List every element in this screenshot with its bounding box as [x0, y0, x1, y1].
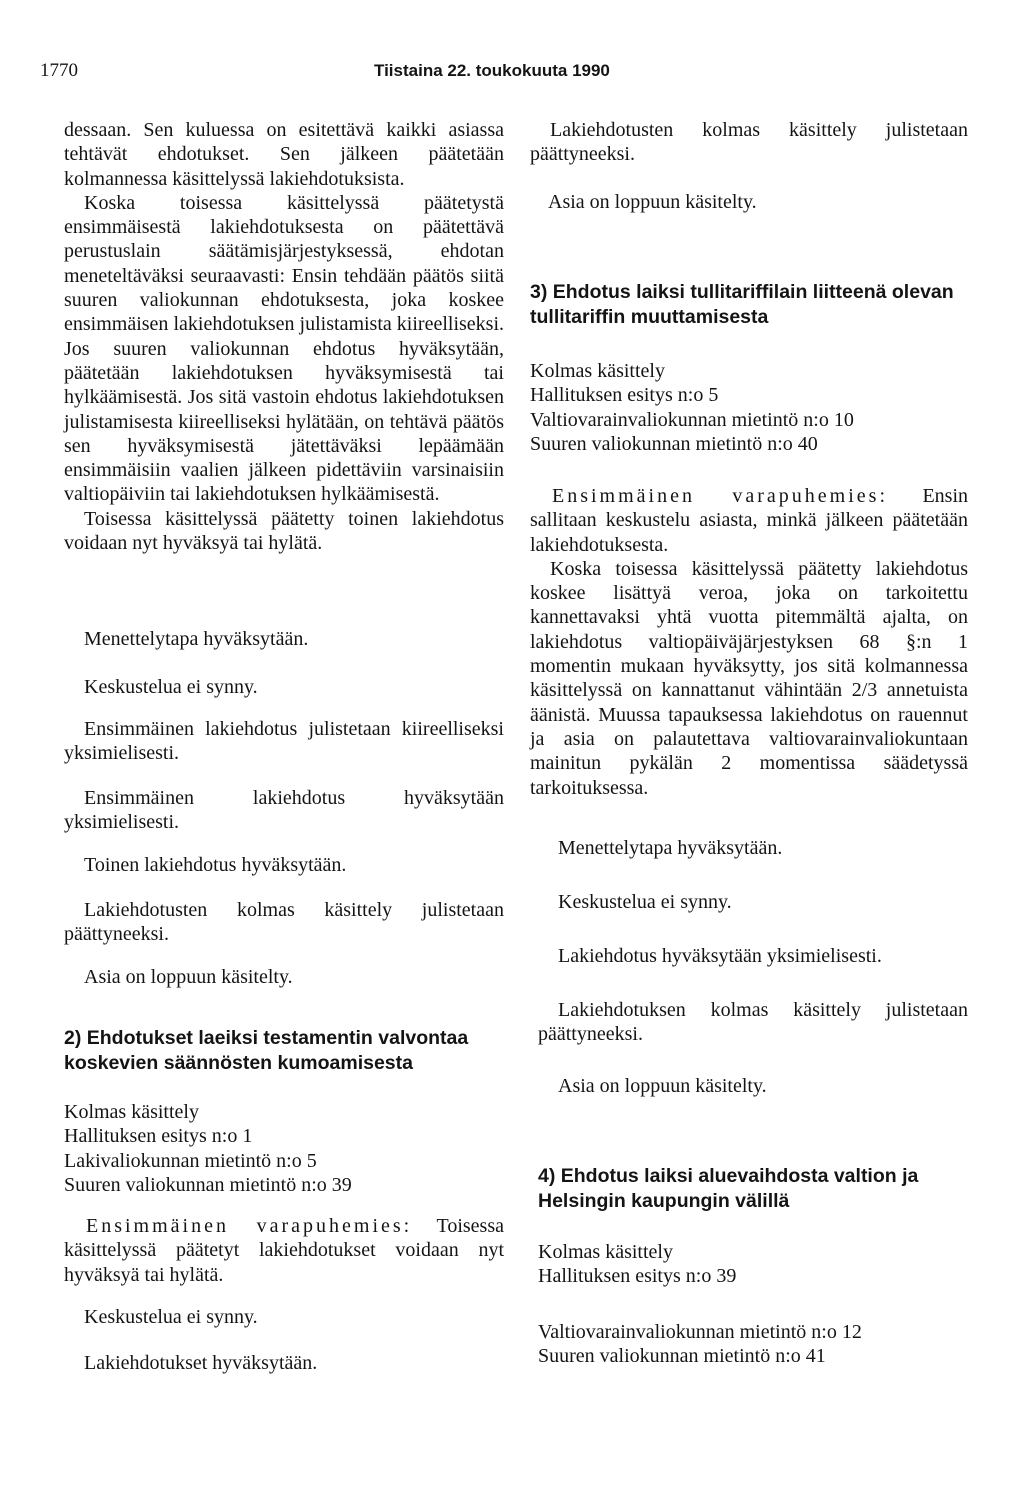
statement: Lakiehdotusten kolmas käsittely julistetaan päättyneeksi. — [530, 119, 968, 166]
document-line: Hallituksen esitys n:o 39 — [538, 1265, 737, 1288]
document-line: Suuren valiokunnan mietintö n:o 40 — [530, 432, 818, 455]
speaker-statement — [530, 484, 968, 800]
document-line: Lakivaliokunnan mietintö n:o 5 — [64, 1149, 317, 1172]
statement: Ensimmäinen lakiehdotus julistetaan kiireelliseksi yksimielisesti. — [64, 718, 504, 765]
statement: Menettelytapa hyväksytään. — [84, 628, 309, 650]
document-list — [538, 1320, 862, 1369]
statement: Lakiehdotusten kolmas käsittely julistetaan päättyneeksi. — [64, 899, 504, 946]
document-list — [530, 359, 854, 456]
paragraph: Koska toisessa käsittelyssä päätetystä ensimmäisestä lakiehdotuksesta on päätettävä perustuslain säätämisjärjestyksessä, ehdotan meneteltäväksi seuraavasti: Ensin tehdään päätös siitä suuren valiokunnan ehdotuksesta, joka koskee ensimmäisen lakiehdotuksen julistamista kiireelliseksi. Jos suuren valiokunnan ehdotus hyväksytään, päätetään lakiehdotuksen hyväksymisestä tai hylkäämisestä. Jos sitä vastoin ehdotus lakiehdotuksen julistamisesta kiireelliseksi hylätään, on tehtävä päätös sen hyväksymisestä jätettäväksi lepäämään ensimmäisiin vaalien jälkeen pidettäviin varsinaisiin valtiopäiviin tai lakiehdotuksen hylkäämisestä. — [64, 191, 504, 506]
speaker-name: Ensimmäinen varapuhemies: — [552, 485, 889, 507]
page-date: Tiistaina 22. toukokuuta 1990 — [374, 61, 610, 80]
statement: Toinen lakiehdotus hyväksytään. — [84, 854, 347, 876]
document-list — [64, 1100, 352, 1197]
document-line: Kolmas käsittely — [530, 360, 665, 382]
page-number: 1770 — [40, 60, 78, 81]
statement: Asia on loppuun käsitelty. — [558, 1075, 767, 1097]
section-heading: 3) Ehdotus laiksi tullitariffilain liitteenä olevan tullitariffin muuttamisesta — [530, 281, 954, 328]
statement: Lakiehdotus hyväksytään yksimielisesti. — [558, 945, 882, 967]
statement: Menettelytapa hyväksytään. — [558, 837, 783, 859]
document-line: Suuren valiokunnan mietintö n:o 41 — [538, 1345, 826, 1368]
speech-text: Koska toisessa käsittelyssä päätetty lakiehdotus koskee lisättyä veroa, joka on tarkoitettu kannettavaksi yhtä vuotta pitemmältä ajalta, on lakiehdotus valtiopäiväjärjestyksen 68 §:n 1 momentin mukaan hyväksytty, jos sitä kolmannessa käsittelyssä on kannattanut vähintään 2/3 annetuista äänistä. Muussa tapauksessa lakiehdotus on rauennut ja asia on palautettava valtiovarainvaliokuntaan mainitun pykälän 2 momentissa säädetyssä tarkoituksessa. — [530, 557, 968, 799]
document-line: Valtiovarainvaliokunnan mietintö n:o 10 — [530, 408, 854, 431]
document-line: Hallituksen esitys n:o 5 — [530, 384, 719, 407]
statement: Keskustelua ei synny. — [84, 1306, 258, 1328]
speech-text: Toisessa käsittelyssä päätetyt lakiehdotukset voidaan nyt hyväksyä tai hylätä. — [64, 1215, 504, 1286]
section-heading: 4) Ehdotus laiksi aluevaihdosta valtion ja Helsingin kaupungin välillä — [538, 1165, 919, 1212]
document-line: Kolmas käsittely — [64, 1101, 199, 1123]
statement: Keskustelua ei synny. — [84, 676, 258, 698]
document-list — [538, 1240, 736, 1289]
statement: Lakiehdotukset hyväksytään. — [84, 1352, 318, 1374]
statement: Asia on loppuun käsitelty. — [548, 191, 757, 213]
statement: Asia on loppuun käsitelty. — [84, 966, 293, 988]
speech-text: Ensin sallitaan keskustelu asiasta, minkä jälkeen päätetään lakiehdotuksesta. — [530, 485, 968, 556]
statement: Lakiehdotuksen kolmas käsittely julistetaan päättyneeksi. — [538, 999, 968, 1046]
speaker-name: Ensimmäinen varapuhemies: — [86, 1215, 413, 1237]
document-line: Valtiovarainvaliokunnan mietintö n:o 12 — [538, 1321, 862, 1343]
document-line: Hallituksen esitys n:o 1 — [64, 1125, 253, 1148]
speaker-statement — [64, 1214, 504, 1287]
statement: Ensimmäinen lakiehdotus hyväksytään yksimielisesti. — [64, 787, 504, 834]
paragraph: dessaan. Sen kuluessa on esitettävä kaikki asiassa tehtävät ehdotukset. Sen jälkeen päätetään kolmannessa käsittelyssä lakiehdotuksista. — [64, 119, 504, 190]
document-line: Kolmas käsittely — [538, 1241, 673, 1263]
paragraph: Toisessa käsittelyssä päätetty toinen lakiehdotus voidaan nyt hyväksyä tai hylätä. — [64, 507, 504, 555]
section-heading: 2) Ehdotukset laeiksi testamentin valvontaa koskevien säännösten kumoamisesta — [64, 1027, 469, 1074]
document-line: Suuren valiokunnan mietintö n:o 39 — [64, 1173, 352, 1196]
statement: Keskustelua ei synny. — [558, 891, 732, 913]
